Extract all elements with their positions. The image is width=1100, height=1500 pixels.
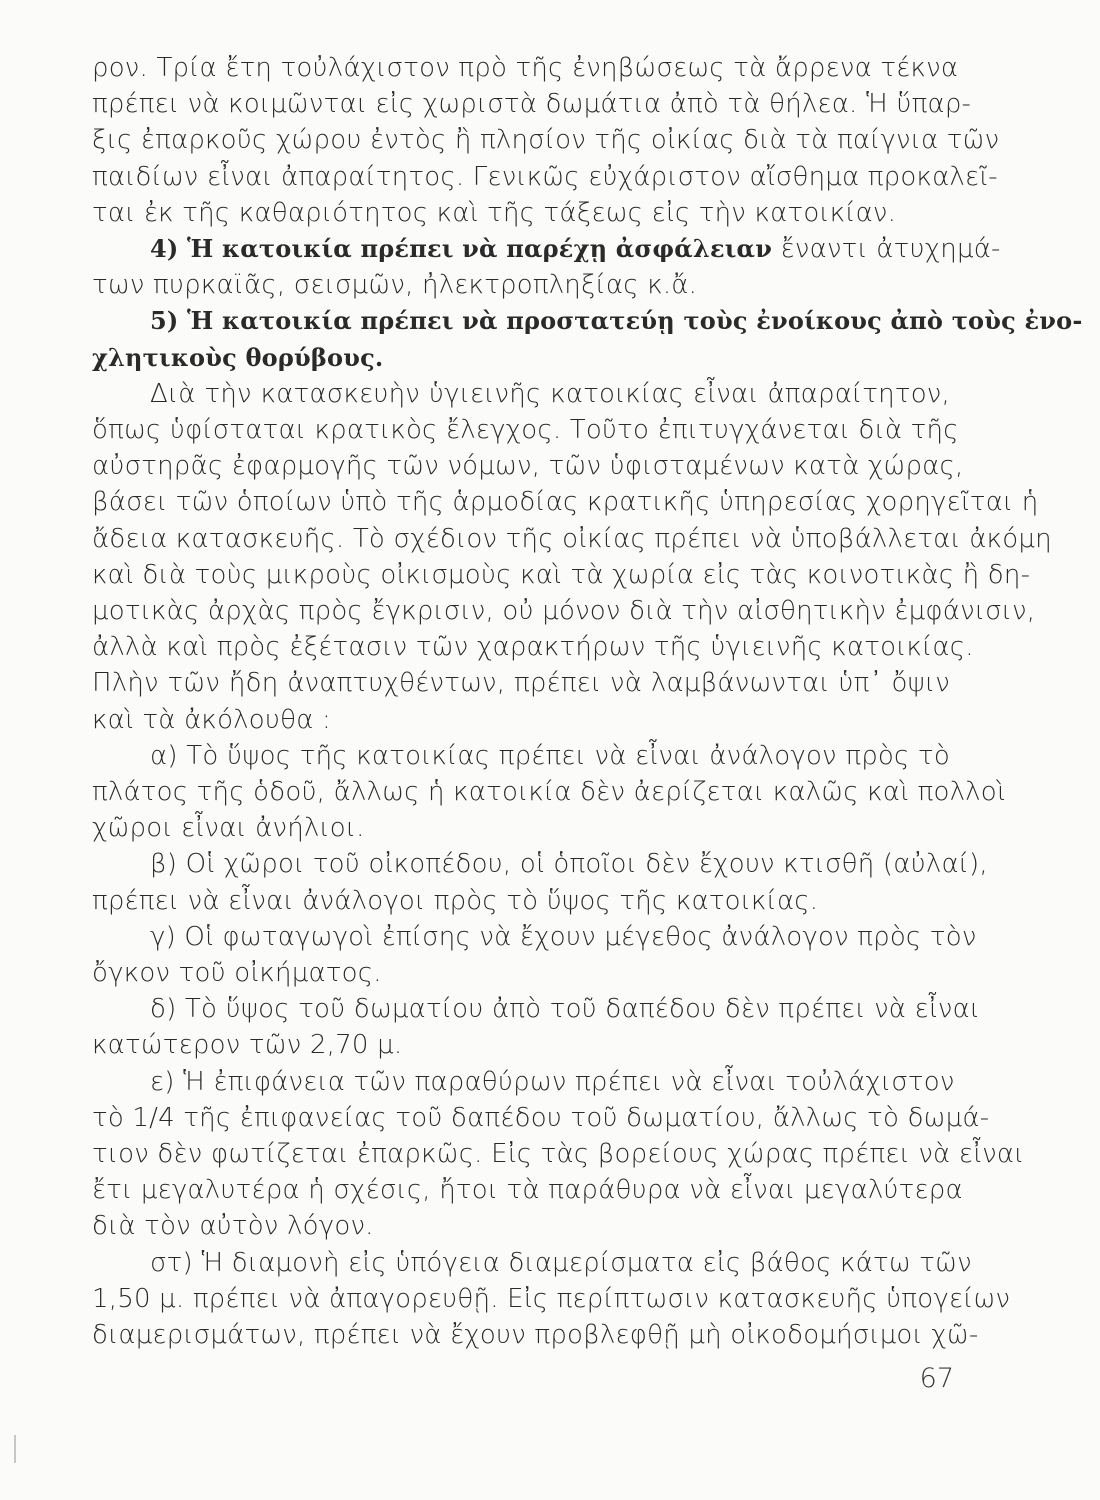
text-line: 1,50 μ. πρέπει νὰ ἀπαγορευθῇ. Εἰς περίπτωσιν κατασκευῆς ὑπογείων <box>92 1283 1011 1314</box>
text-line: παιδίων εἶναι ἀπαραίτητος. Γενικῶς εὐχάριστον αἴσθημα προκαλεῖ- <box>92 161 998 192</box>
text-line: δ) Τὸ ὕψος τοῦ δωματίου ἀπὸ τοῦ δαπέδου δὲν πρέπει νὰ εἶναι <box>150 994 981 1025</box>
text-line: βάσει τῶν ὁποίων ὑπὸ τῆς ἁρμοδίας κρατικῆς ὑπηρεσίας χορηγεῖται ἡ <box>92 487 1039 518</box>
text-line: Διὰ τὴν κατασκευὴν ὑγιεινῆς κατοικίας εἶναι ἀπαραίτητον, <box>150 378 950 409</box>
text-line: αὐστηρᾶς ἐφαρμογῆς τῶν νόμων, τῶν ὑφισταμένων κατὰ χώρας, <box>92 451 964 482</box>
list-item-alpha: α) Τὸ ὕψος τῆς κατοικίας πρέπει νὰ εἶναι ἀνάλογον πρὸς τὸ <box>150 740 950 771</box>
numbered-point-4 <box>150 231 1001 267</box>
text-line: ε) Ἡ ἐπιφάνεια τῶν παραθύρων πρέπει νὰ εἶναι τοὐλάχιστον <box>150 1066 955 1097</box>
text-line: Πλὴν τῶν ἤδη ἀναπτυχθέντων, πρέπει νὰ λαμβάνωνται ὑπ᾿ ὄψιν <box>92 668 950 699</box>
text-line: στ) Ἡ διαμονὴ εἰς ὑπόγεια διαμερίσματα εἰς βάθος κάτω τῶν <box>150 1247 972 1278</box>
text-line: πρέπει νὰ κοιμῶνται εἰς χωριστὰ δωμάτια ἀπὸ τὰ θήλεα. Ἡ ὕπαρ- <box>92 89 972 120</box>
numbered-point-5: 5) Ἡ κατοικία πρέπει νὰ προστατεύῃ τοὺς ἐνοίκους ἀπὸ τοὺς ἐνο- <box>150 306 1083 336</box>
heading-4-title: 4) Ἡ κατοικία πρέπει νὰ παρέχῃ ἀσφάλειαν <box>150 234 773 263</box>
text-line: πλάτος τῆς ὁδοῦ, ἄλλως ἡ κατοικία δὲν ἀερίζεται καλῶς καὶ πολλοὶ <box>92 777 1006 807</box>
text-line: ὅπως ὑφίσταται κρατικὸς ἔλεγχος. Τοῦτο ἐπιτυγχάνεται διὰ τῆς <box>92 415 959 445</box>
text-line: κατώτερον τῶν 2,70 μ. <box>92 1030 403 1061</box>
page-number: 67 <box>919 1363 954 1395</box>
text-line: διαμερισμάτων, πρέπει νὰ ἔχουν προβλεφθῇ μὴ οἰκοδομήσιμοι χῶ- <box>92 1320 979 1350</box>
text-line: πρέπει νὰ εἶναι ἀνάλογοι πρὸς τὸ ὕψος τῆς κατοικίας. <box>92 885 819 916</box>
text-line: των πυρκαϊᾶς, σεισμῶν, ἠλεκτροπληξίας κ.ἄ. <box>92 270 698 301</box>
text-line: μοτικὰς ἀρχὰς πρὸς ἔγκρισιν, οὐ μόνον διὰ τὴν αἰσθητικὴν ἐμφάνισιν, <box>92 596 1036 626</box>
text-line: τιον δὲν φωτίζεται ἐπαρκῶς. Εἰς τὰς βορείους χώρας πρέπει νὰ εἶναι <box>92 1139 1025 1169</box>
text-line: ἄδεια κατασκευῆς. Τὸ σχέδιον τῆς οἰκίας πρέπει νὰ ὑποβάλλεται ἀκόμη <box>92 523 1052 554</box>
numbered-point-5-continued: χλητικοὺς θορύβους. <box>92 342 384 372</box>
text-line: ται ἐκ τῆς καθαριότητος καὶ τῆς τάξεως εἰς τὴν κατοικίαν. <box>92 197 897 228</box>
text-line: διὰ τὸν αὐτὸν λόγον. <box>92 1211 374 1242</box>
scan-edge-mark <box>14 1435 16 1463</box>
text-line: ἀλλὰ καὶ πρὸς ἐξέτασιν τῶν χαρακτήρων τῆς ὑγιεινῆς κατοικίας. <box>92 632 974 663</box>
text-line: χῶροι εἶναι ἀνήλιοι. <box>92 813 365 844</box>
text-span: ἔναντι ἀτυχημά- <box>780 234 1001 264</box>
list-item-beta: β) Οἱ χῶροι τοῦ οἰκοπέδου, οἱ ὁποῖοι δὲν ἔχουν κτισθῆ (αὐλαί), <box>150 849 988 880</box>
text-line: τὸ 1/4 τῆς ἐπιφανείας τοῦ δαπέδου τοῦ δωματίου, ἄλλως τὸ δωμά- <box>92 1102 990 1133</box>
text-line: καὶ διὰ τοὺς μικροὺς οἰκισμοὺς καὶ τὰ χωρία εἰς τὰς κοινοτικὰς ἢ δη- <box>92 559 1031 590</box>
text-line: ξις ἐπαρκοῦς χώρου ἐντὸς ἢ πλησίον τῆς οἰκίας διὰ τὰ παίγνια τῶν <box>92 125 1000 156</box>
text-line: ρον. Τρία ἔτη τοὐλάχιστον πρὸ τῆς ἐνηβώσεως τὰ ἄρρενα τέκνα <box>92 53 959 83</box>
text-line: ἔτι μεγαλυτέρα ἡ σχέσις, ἤτοι τὰ παράθυρα νὰ εἶναι μεγαλύτερα <box>92 1175 963 1206</box>
text-line: καὶ τὰ ἀκόλουθα : <box>92 704 331 735</box>
text-line: ὄγκον τοῦ οἰκήματος. <box>92 958 382 988</box>
list-item-gamma: γ) Οἱ φωταγωγοὶ ἐπίσης νὰ ἔχουν μέγεθος ἀνάλογον πρὸς τὸν <box>150 921 977 952</box>
